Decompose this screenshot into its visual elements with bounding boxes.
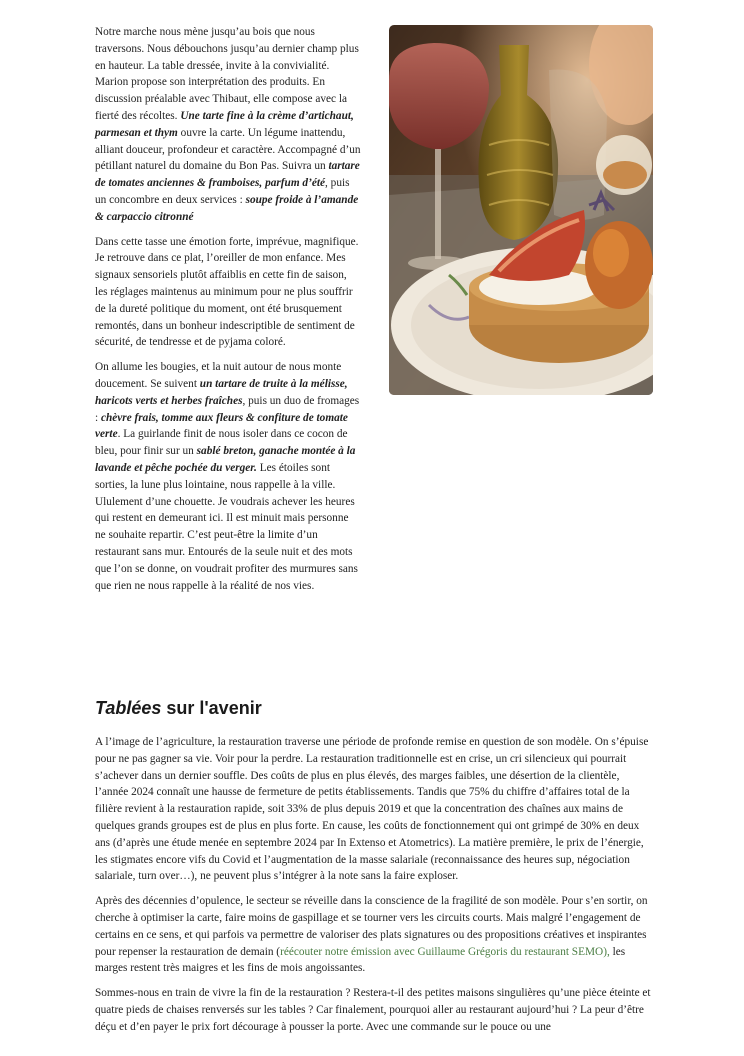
text: . La guirlande finit de nous isoler dans ce cocon de bleu, pour finir sur un [95, 428, 348, 458]
paragraph-menu-intro [95, 24, 361, 226]
paragraph-emotion: Dans cette tasse une émotion forte, imprévue, magnifique. Je retrouve dans ce plat, l’oreiller de mon enfance. Mes signaux sensoriels plutôt affaiblis en cette fin de saison, les réglages maintenus au minimum pour ne plus souffrir de la dureté politique du moment, ont été brusquement remontés, dans un bonheur indescriptible de sentiment de sécurité, de tendresse et de pyjama coloré. [95, 235, 359, 349]
dish-name: Une tarte fine à la crème d’artichaut, parmesan et thym [95, 109, 354, 139]
dessert-photo-illustration [389, 25, 653, 395]
text: , puis un concombre en deux services : [95, 177, 350, 206]
section-heading-rest: sur l'avenir [161, 698, 262, 718]
text: Notre marche nous mène jusqu’au bois que nous traversons. Nous débouchons jusqu’au dernier champ plus en hauteur. La table dressée, invite à la convivialité. Marion propose son interprétation des produits. En discussion préalable avec Thibaut, elle compose avec la fierté des récoltes. [95, 26, 359, 122]
dessert-photo [389, 25, 653, 395]
dish-name: sablé breton, ganache montée à la lavande et pêche pochée du verger. [95, 445, 356, 474]
text: Les étoiles sont sorties, la lune plus lointaine, nous rappelle à la ville. Ululement d’une chouette. Je voudrais achever les heures qui restent en demeurant ici. Il est minuit mais personne ne souhaite repartir. C’est peut-être la limite d’un restaurant sans mur. Entourés de la seule nuit et des mots que l’on se donne, on voudrait profiter des murmures sans que rien ne nous rappelle à la réalité de nos vies. [95, 461, 358, 592]
section-heading [95, 698, 262, 719]
paragraph-crisis: A l’image de l’agriculture, la restauration traverse une période de profonde remise en question de son modèle. On s’épuise pour ne pas gagner sa vie. Voir pour la perdre. La restauration traditionnelle est en crise, un cri silencieux qui pourrait s’achever dans un dernier souffle. Des coûts de plus en plus élevés, des marges faibles, une désertion de la clientèle, l’année 2024 connaît une hausse de fermeture de petits établissements. Tandis que 75% du chiffre d’affaires total de la filière revient à la restauration rapide, soit 33% de plus depuis 2019 et que la concentration des chaînes aux mains de quelques grands groupes est de plus en plus forte. En cause, les coûts de fonctionnement qui ont grimpé de 30% en deux ans (d’après une étude menée en septembre 2024 par In Extenso et Atometrics). La matière première, le prix de l’énergie, les stigmates encore vifs du Covid et l’augmentation de la masse salariale (reconnaissance des heures sup, négociation salariale, turn over…), ne peuvent plus s’intégrer à la note sans la faire exploser. [95, 736, 649, 883]
dish-name: soupe froide à l’amande & carpaccio citronné [95, 193, 359, 223]
paragraph-evening [95, 359, 361, 594]
text: Après des décennies d’opulence, le secteur se réveille dans la conscience de la fragilité de son modèle. Pour s’en sortir, on cherche à optimiser la carte, faire moins de gaspillage et se tourner vers les circuits courts. Mais malgré l’engagement de certains en ce sens, et qui parfois va permettre de valoriser des plats signatures ou des propositions créatives et inspirantes pour repenser la restauration de demain ( [95, 895, 648, 958]
section-heading-emphasis: Tablées [95, 698, 162, 718]
dish-name: tartare de tomates anciennes & framboises, parfum d’été [95, 160, 360, 190]
dish-name: un tartare de truite à la mélisse, haricots verts et herbes fraîches [95, 377, 348, 407]
podcast-link[interactable]: réécouter notre émission avec Guillaume Grégoris du restaurant SEMO), [280, 945, 610, 958]
text: ouvre la carte. Un légume inattendu, alliant douceur, profondeur et caractère. Accompagné d’un pétillant naturel du domaine du Bon Pas. Suivra un [95, 126, 361, 173]
paragraph-opulence [95, 893, 652, 977]
text: On allume les bougies, et la nuit autour de nous monte doucement. Se suivent [95, 361, 342, 390]
text: , puis un duo de fromages : [95, 394, 360, 424]
article-column [95, 24, 361, 602]
dish-name: chèvre frais, tomme aux fleurs & confiture de tomate verte [95, 411, 348, 441]
text: les marges restent très maigres et les fins de mois angoissantes. [95, 945, 626, 975]
section-body [95, 734, 652, 1044]
paragraph-question: Sommes-nous en train de vivre la fin de la restauration ? Restera-t-il des petites maisons singulières qu’une pièce éteinte et quatre pieds de chaises renversés sur les tables ? Car finalement, pourquoi aller au restaurant aujourd’hui ? La peur d’être déçu et d’en payer le prix fort décourage à pousser la porte. Avec une commande sur le pouce ou une [95, 987, 651, 1033]
